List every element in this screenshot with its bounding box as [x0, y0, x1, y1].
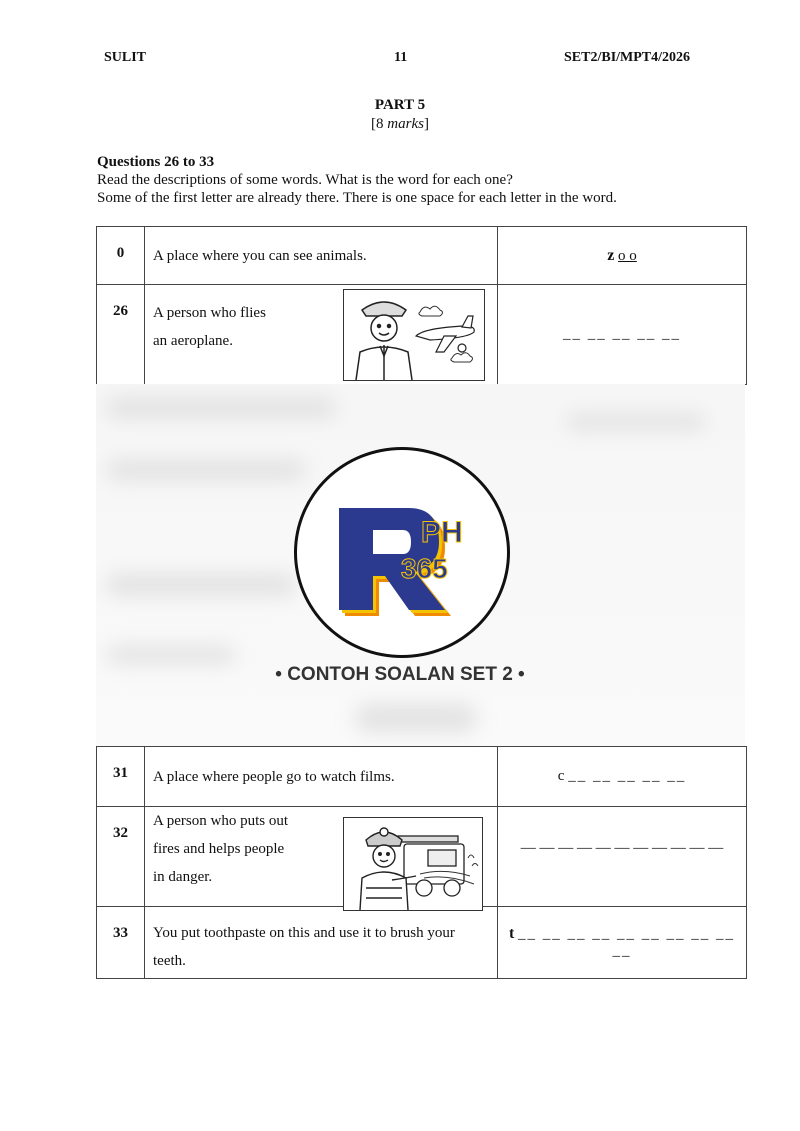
question-description: A person who puts out fires and helps people in danger.: [145, 807, 498, 907]
instructions: [97, 153, 617, 207]
firefighter-image: [343, 817, 483, 911]
question-number: 26: [97, 285, 145, 385]
answer-cell[interactable]: [498, 747, 747, 807]
rph365-logo: [294, 447, 510, 658]
table-row: [97, 747, 747, 807]
table-row: [97, 807, 747, 907]
pilot-image: [343, 289, 485, 381]
svg-text:PH: PH: [421, 516, 463, 549]
svg-text:365: 365: [401, 553, 448, 584]
answer-blanks: __ __ __ __ __: [568, 768, 687, 784]
questions-table-top: [96, 226, 747, 385]
question-number: 0: [97, 227, 145, 285]
table-row: [97, 907, 747, 979]
page-number: 11: [394, 50, 408, 65]
question-number: 31: [97, 747, 145, 807]
table-row: [97, 227, 747, 285]
questions-table-bottom: [96, 746, 747, 979]
part-title: PART 5: [374, 97, 426, 113]
question-description: You put toothpaste on this and use it to brush your teeth.: [145, 907, 498, 979]
answer-cell[interactable]: [498, 807, 747, 907]
answer-first-letter: z: [607, 246, 615, 264]
question-number: 33: [97, 907, 145, 979]
answer-first-letter: c: [557, 768, 565, 784]
answer-blanks: __ __ __ __ __ __ __ __ __ __: [518, 926, 736, 959]
table-row: [97, 285, 747, 385]
header-sulit: SULIT: [104, 50, 147, 65]
paper-code: SET2/BI/MPT4/2026: [564, 50, 691, 65]
instruction-line-2: Some of the first letter are already there. There is one space for each letter in the word.: [97, 190, 617, 206]
answer-cell[interactable]: [498, 285, 747, 385]
pilot-icon: [356, 302, 412, 380]
answer-first-letter: t: [508, 925, 515, 942]
answer-example-letters: o o: [618, 247, 637, 264]
question-description: A place where people go to watch films.: [145, 747, 498, 807]
question-range: Questions 26 to 33: [97, 154, 215, 170]
answer-cell[interactable]: [498, 907, 747, 979]
question-description: A person who flies an aeroplane.: [145, 285, 498, 385]
answer-blanks: __ __ __ __ __ __ __ __ __ __ __: [520, 835, 724, 851]
fire-truck-icon: [398, 836, 464, 896]
instruction-line-1: Read the descriptions of some words. What is the word for each one?: [97, 172, 513, 188]
answer-blanks: __ __ __ __ __: [563, 326, 681, 342]
question-number: 32: [97, 807, 145, 907]
question-description: A place where you can see animals.: [145, 227, 498, 285]
watermark-caption: • CONTOH SOALAN SET 2 •: [275, 664, 525, 685]
part-marks: [8 marks]: [371, 116, 429, 132]
aeroplane-icon: [416, 316, 474, 352]
answer-cell[interactable]: [498, 227, 747, 285]
